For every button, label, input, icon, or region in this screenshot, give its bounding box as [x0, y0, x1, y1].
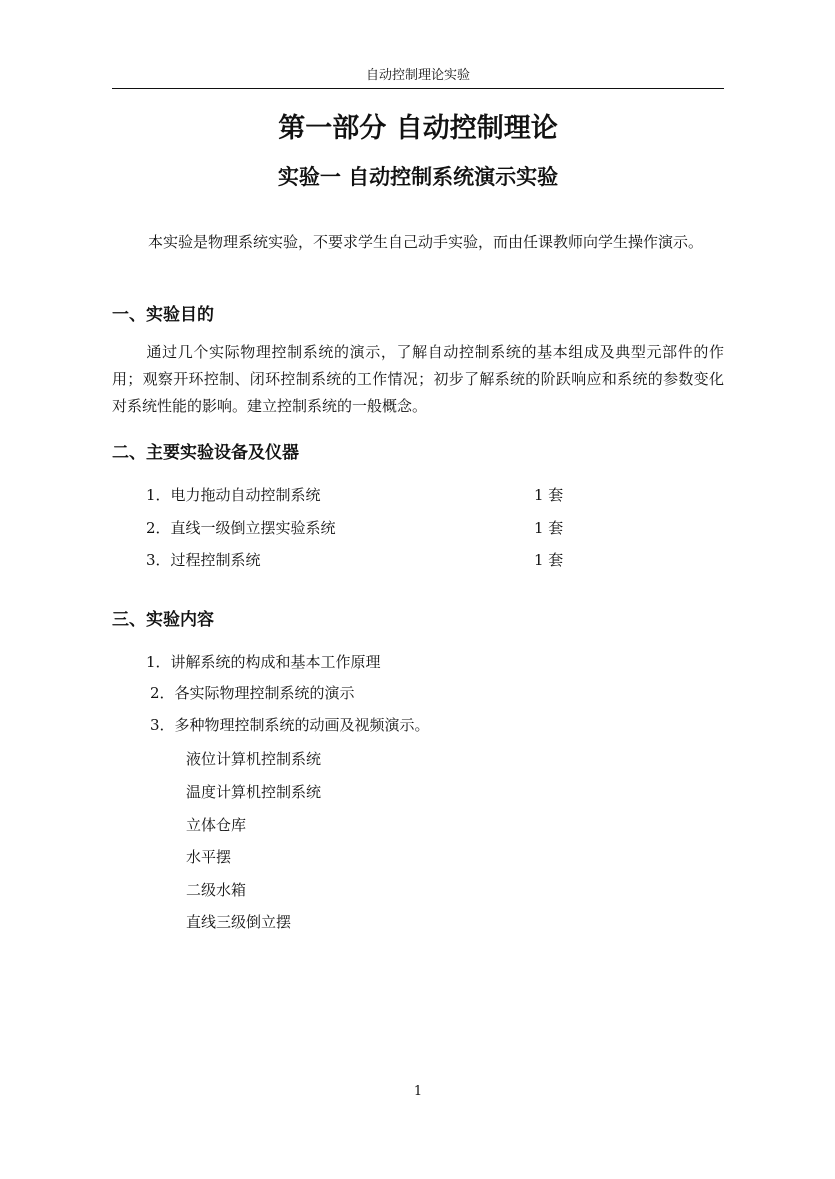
purpose-paragraph: 通过几个实际物理控制系统的演示，了解自动控制系统的基本组成及典型元部件的作用；观察开环控制、闭环控制系统的工作情况；初步了解系统的阶跃响应和系统的参数变化对系统性能的影响。建立控制系统的一般概念。: [112, 343, 724, 415]
equipment-item-name: [146, 483, 321, 507]
section-heading-purpose: 一、实验目的: [112, 305, 214, 325]
equipment-item-name: [146, 516, 336, 540]
equipment-item-label: 过程控制系统: [170, 551, 261, 569]
section-heading-equipment: 二、主要实验设备及仪器: [112, 443, 299, 463]
equipment-item-number: 2．: [146, 519, 171, 537]
equipment-item-qty: 1 套: [534, 519, 564, 537]
part-title: 第一部分 自动控制理论: [278, 113, 558, 144]
equipment-item-number: 3．: [146, 551, 171, 569]
demo-system-item: 二级水箱: [186, 881, 247, 899]
header-rule: [112, 88, 724, 89]
demo-system-item: 立体仓库: [186, 816, 247, 834]
equipment-item-label: 电力拖动自动控制系统: [170, 486, 321, 504]
equipment-item: [146, 516, 586, 540]
equipment-item-qty: 1 套: [534, 486, 564, 504]
demo-system-item: 水平摆: [186, 848, 232, 866]
equipment-item: [146, 548, 586, 572]
equipment-item-label: 直线一级倒立摆实验系统: [170, 519, 336, 537]
content-list-item: 2．各实际物理控制系统的演示: [150, 684, 355, 702]
intro-paragraph: 本实验是物理系统实验，不要求学生自己动手实验，而由任课教师向学生操作演示。: [148, 233, 704, 251]
equipment-item-name: [146, 548, 261, 572]
equipment-item-qty: 1 套: [534, 551, 564, 569]
content-list-item: 1．讲解系统的构成和基本工作原理: [146, 653, 381, 671]
demo-system-item: 直线三级倒立摆: [186, 913, 292, 931]
experiment-title: 实验一 自动控制系统演示实验: [277, 165, 559, 189]
equipment-item: [146, 483, 586, 507]
section-heading-content: 三、实验内容: [112, 610, 214, 630]
running-header: 自动控制理论实验: [365, 68, 470, 83]
equipment-item-number: 1．: [146, 486, 171, 504]
demo-system-item: 温度计算机控制系统: [186, 783, 322, 801]
page-number: 1: [413, 1084, 423, 1099]
demo-system-item: 液位计算机控制系统: [186, 750, 322, 768]
content-list-item: 3．多种物理控制系统的动画及视频演示。: [150, 716, 430, 734]
